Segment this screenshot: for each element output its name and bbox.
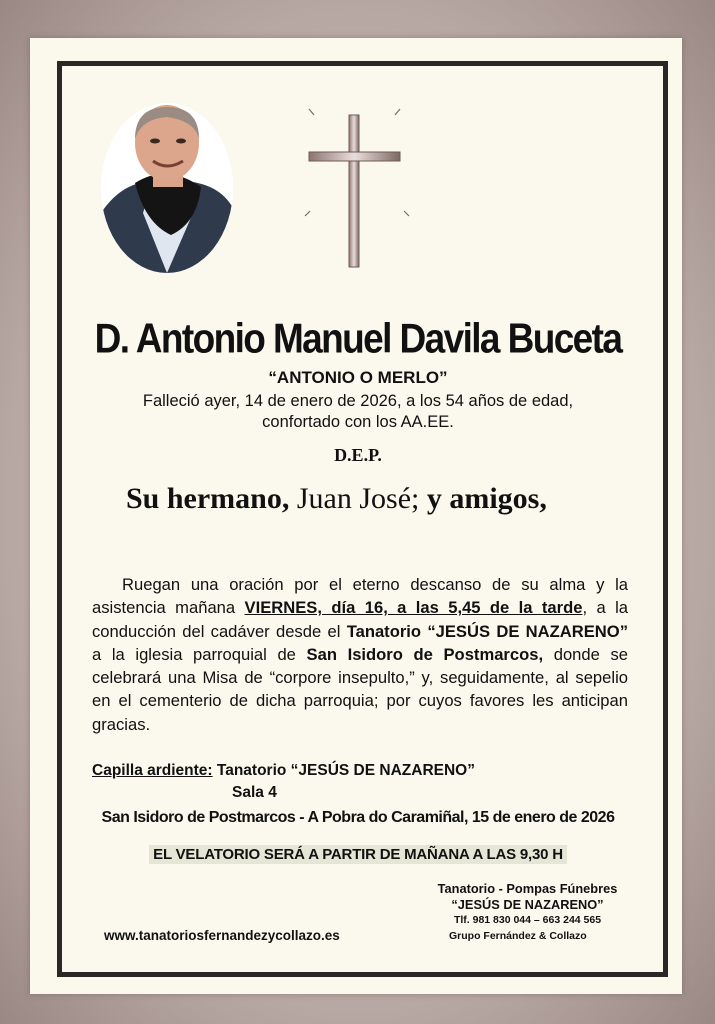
deceased-nickname: “ANTONIO O MERLO” (268, 368, 448, 387)
funeral-home-line1: Tanatorio - Pompas Fúnebres (437, 881, 618, 896)
body-text-4: donde se celebrará una Misa de “corpore insepulto,” y, seguidamente, al sepelio en el cementerio de dicha parroquia; por cuyos favores les anticipan gracias. (92, 644, 629, 734)
body-text-1: Ruegan una oración por el eterno descanso de su alma y la asistencia mañana (92, 575, 628, 618)
funeral-home-info (425, 881, 630, 942)
family-prefix: Su hermano, (126, 482, 290, 515)
capilla-sala: Sala 4 (232, 784, 277, 801)
place-date: San Isidoro de Postmarcos - A Pobra do Caramiñal, 15 de enero de 2026 (101, 809, 615, 826)
cross-icon (290, 100, 420, 275)
body-text-3: a la iglesia parroquial de (92, 644, 307, 664)
deceased-name: D. Antonio Manuel Davila Buceta (94, 315, 622, 362)
capilla-value: Tanatorio “JESÚS DE NAZARENO” (212, 762, 475, 779)
family-last: amigos, (449, 482, 547, 515)
velatorio-text: EL VELATORIO SERÁ A PARTIR DE MAÑANA A LAS 9,30 H (149, 845, 567, 864)
funeral-home-line2: “JESÚS DE NAZARENO” (451, 897, 604, 912)
family-mourners (92, 476, 637, 522)
funeral-home-group: Grupo Fernández & Collazo (449, 930, 587, 942)
family-names: Juan José; (289, 482, 427, 515)
portrait-photo (101, 103, 233, 273)
tanatorio-name: Tanatorio “JESÚS DE NAZARENO” (346, 621, 628, 641)
website-link[interactable]: www.tanatoriosfernandezycollazo.es (104, 928, 340, 943)
church-name: San Isidoro de Postmarcos, (306, 644, 544, 664)
funeral-home-phones: Tlf. 981 830 044 – 663 244 565 (453, 914, 602, 926)
body-text-2: , a la conducción del cadáver desde el (92, 598, 628, 641)
velatorio-notice (60, 846, 656, 863)
death-info-line1: Falleció ayer, 14 de enero de 2026, a los 54 años de edad, (142, 392, 574, 410)
capilla-ardiente (92, 762, 475, 780)
capilla-label: Capilla ardiente: (92, 762, 213, 779)
funeral-date-time: VIERNES, día 16, a las 5,45 de la tarde (244, 598, 583, 618)
family-conjunction: y (426, 482, 442, 515)
death-info-line2: confortado con los AA.EE. (262, 413, 454, 431)
dep-label: D.E.P. (334, 445, 382, 465)
notice-body (92, 573, 628, 736)
